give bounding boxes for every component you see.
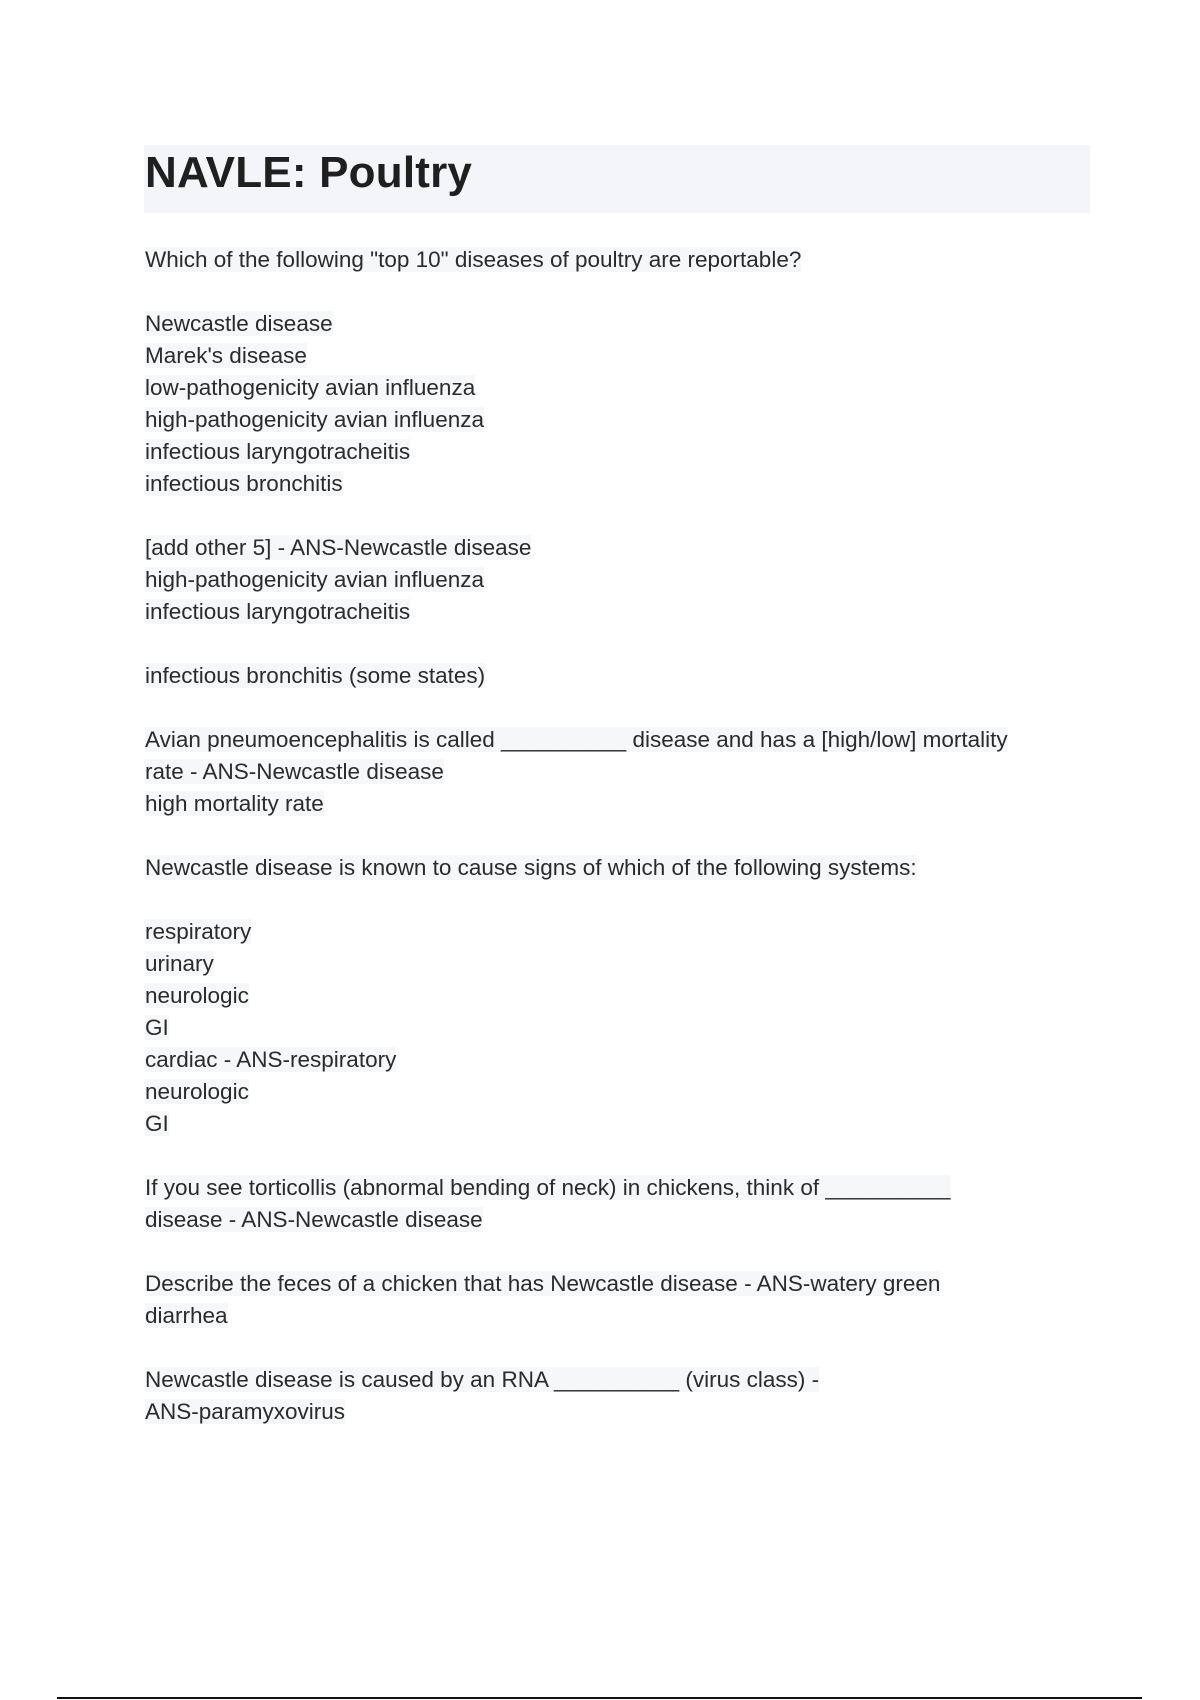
flashcard-content [145, 244, 1095, 1428]
text-line [145, 532, 1095, 564]
text-line [145, 788, 1095, 820]
line-text: cardiac - ANS-respiratory [145, 1047, 397, 1072]
text-line [145, 1268, 1095, 1300]
text-line [145, 756, 1095, 788]
line-text: Which of the following "top 10" diseases of poultry are reportable? [145, 247, 802, 272]
text-line [145, 244, 1095, 276]
qa-block [145, 1364, 1095, 1428]
text-line [145, 1108, 1095, 1140]
text-line [145, 948, 1095, 980]
line-text: high-pathogenicity avian influenza [145, 407, 484, 432]
qa-block [145, 916, 1095, 1140]
text-line [145, 1172, 1095, 1204]
text-line [145, 916, 1095, 948]
line-text: respiratory [145, 919, 252, 944]
line-text: GI [145, 1111, 169, 1136]
line-text: Newcastle disease is known to cause signs of which of the following systems: [145, 855, 917, 880]
text-line [145, 468, 1095, 500]
text-line [145, 340, 1095, 372]
line-text: urinary [145, 951, 214, 976]
text-line [145, 1012, 1095, 1044]
line-text: high mortality rate [145, 791, 324, 816]
line-text: If you see torticollis (abnormal bending of neck) in chickens, think of __________ [145, 1175, 951, 1200]
line-text: Marek's disease [145, 343, 307, 368]
line-text: [add other 5] - ANS-Newcastle disease [145, 535, 532, 560]
text-line [145, 1204, 1095, 1236]
text-line [145, 308, 1095, 340]
text-line [145, 1044, 1095, 1076]
text-line [145, 1364, 1095, 1396]
qa-block [145, 724, 1095, 820]
text-line [145, 404, 1095, 436]
line-text: Newcastle disease [145, 311, 333, 336]
line-text: high-pathogenicity avian influenza [145, 567, 484, 592]
text-line [145, 1076, 1095, 1108]
line-text: ANS-paramyxovirus [145, 1399, 346, 1424]
line-text: neurologic [145, 983, 249, 1008]
line-text: infectious laryngotracheitis [145, 439, 411, 464]
qa-block [145, 308, 1095, 500]
text-line [145, 564, 1095, 596]
page-bottom-rule [57, 1697, 1142, 1699]
line-text: infectious bronchitis [145, 471, 343, 496]
text-line [145, 372, 1095, 404]
line-text: infectious bronchitis (some states) [145, 663, 486, 688]
qa-block [145, 1268, 1095, 1332]
line-text: GI [145, 1015, 169, 1040]
line-text: Describe the feces of a chicken that has Newcastle disease - ANS-watery green [145, 1271, 941, 1296]
page-title: NAVLE: Poultry [145, 148, 473, 197]
qa-block [145, 1172, 1095, 1236]
line-text: infectious laryngotracheitis [145, 599, 411, 624]
text-line [145, 1396, 1095, 1428]
text-line [145, 596, 1095, 628]
line-text: rate - ANS-Newcastle disease [145, 759, 444, 784]
line-text: diarrhea [145, 1303, 228, 1328]
qa-block [145, 852, 1095, 884]
qa-block [145, 244, 1095, 276]
text-line [145, 724, 1095, 756]
text-line [145, 980, 1095, 1012]
text-line [145, 852, 1095, 884]
line-text: low-pathogenicity avian influenza [145, 375, 476, 400]
line-text: Newcastle disease is caused by an RNA __________ (virus class) - [145, 1367, 820, 1392]
line-text: neurologic [145, 1079, 249, 1104]
text-line [145, 660, 1095, 692]
text-line [145, 1300, 1095, 1332]
text-line [145, 436, 1095, 468]
line-text: disease - ANS-Newcastle disease [145, 1207, 483, 1232]
qa-block [145, 660, 1095, 692]
qa-block [145, 532, 1095, 628]
line-text: Avian pneumoencephalitis is called __________ disease and has a [high/low] mortality [145, 727, 1008, 752]
